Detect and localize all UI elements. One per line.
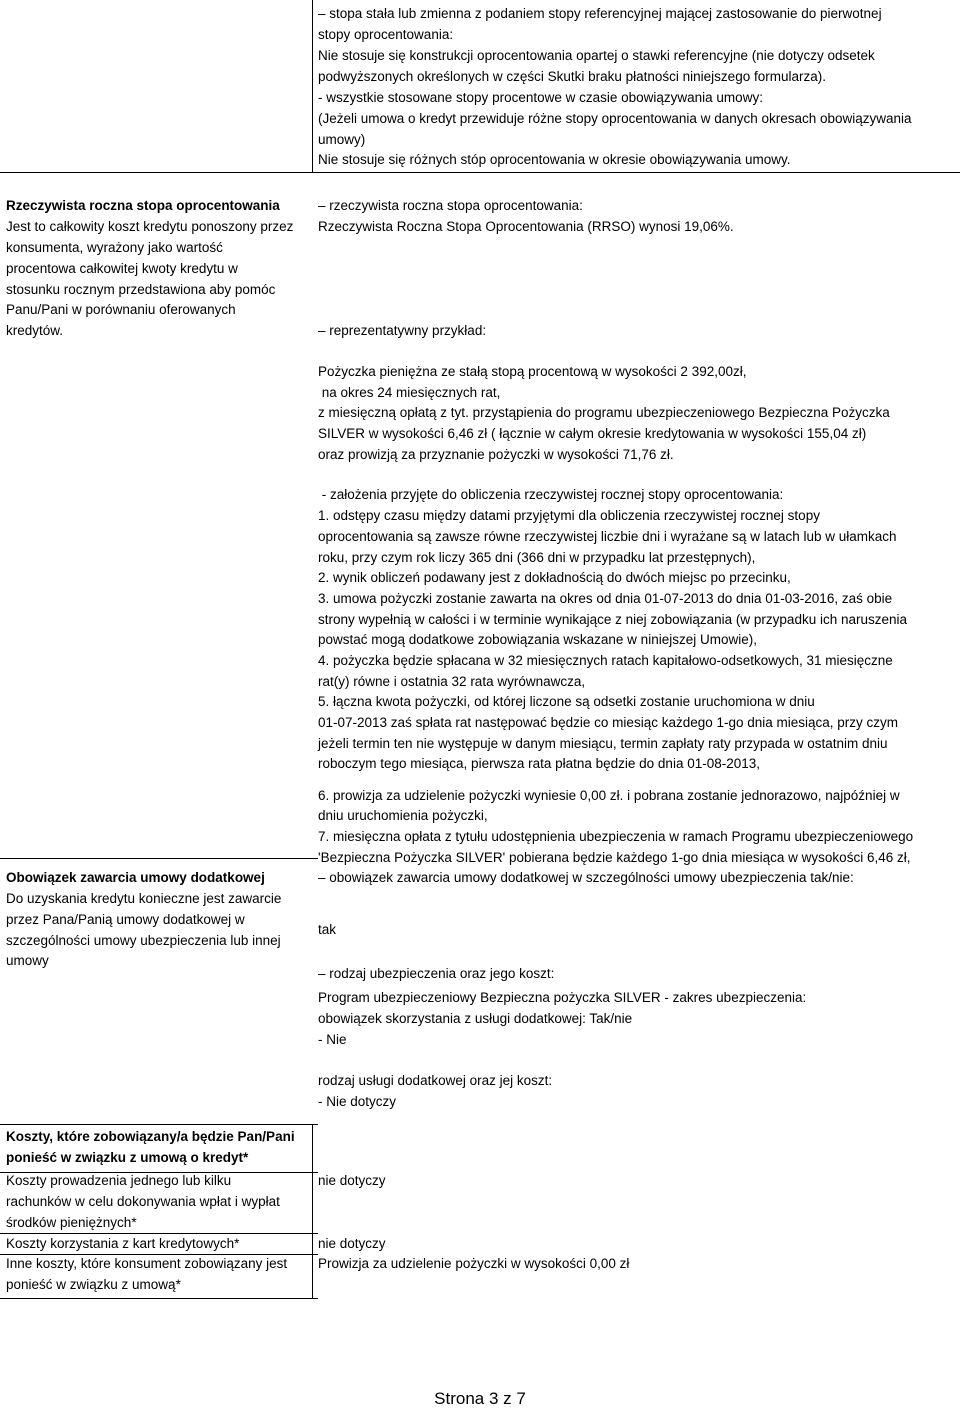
- rrso-value: Rzeczywista Roczna Stopa Oprocentowania (RRSO) wynosi 19,06%.: [318, 219, 734, 234]
- text-line: rodzaj usługi dodatkowej oraz jej koszt:: [318, 1073, 553, 1088]
- text-line: konsumenta, wyrażony jako wartość: [6, 240, 223, 255]
- text-line: z miesięczną opłatą z tyt. przystąpienia do programu ubezpieczeniowego Bezpieczna Pożyczka: [318, 405, 890, 420]
- text-line: Nie stosuje się różnych stóp oprocentowania w okresie obowiązywania umowy.: [318, 152, 791, 167]
- section-rule-rrso: [0, 172, 960, 173]
- text-line: kredytów.: [6, 323, 64, 338]
- text-line: 3. umowa pożyczki zostanie zawarta na okres od dnia 01-07-2013 do dnia 01-03-2016, zaś obie: [318, 591, 893, 606]
- text-line: 6. prowizja za udzielenie pożyczki wyniesie 0,00 zł. i pobrana zostanie jednorazowo, najpóźniej w: [318, 788, 900, 803]
- example-heading: – reprezentatywny przykład:: [318, 323, 487, 338]
- rrso-title: Rzeczywista roczna stopa oprocentowania: [6, 198, 280, 213]
- text-line: Program ubezpieczeniowy Bezpieczna pożyczka SILVER - zakres ubezpieczenia:: [318, 990, 807, 1005]
- text-line: 1. odstępy czasu między datami przyjętymi dla obliczenia rzeczywistej rocznej stopy: [318, 508, 820, 523]
- text-line: na okres 24 miesięcznych rat,: [318, 385, 501, 400]
- text-line: roboczym tego miesiąca, pierwsza rata płatna będzie do dnia 01-08-2013,: [318, 756, 761, 771]
- text-line: 2. wynik obliczeń podawany jest z dokładnością do dwóch miejsc po przecinku,: [318, 570, 791, 585]
- text-line: SILVER w wysokości 6,46 zł ( łącznie w całym okresie kredytowania w wysokości 155,04 zł): [318, 426, 867, 441]
- text-line: - założenia przyjęte do obliczenia rzeczywistej rocznej stopy oprocentowania:: [318, 487, 784, 502]
- text-line: 'Bezpieczna Pożyczka SILVER' pobierana będzie każdego 1-go dnia miesiąca w wysokości 6,46 zł,: [318, 850, 911, 865]
- text-line: strony wypełnią w całości i w terminie wynikające z niej zobowiązania (w przypadku ich naruszenia: [318, 612, 908, 627]
- text-line: - wszystkie stosowane stopy procentowe w czasie obowiązywania umowy:: [318, 90, 763, 105]
- cost-row-label: środków pieniężnych*: [6, 1215, 137, 1230]
- text-line: Jest to całkowity koszt kredytu ponoszony przez: [6, 219, 294, 234]
- text-line: – rzeczywista roczna stopa oprocentowania:: [318, 198, 583, 213]
- text-line: obowiązek skorzystania z usługi dodatkowej: Tak/nie: [318, 1011, 633, 1026]
- text-line: 7. miesięczna opłata z tytułu udostępnienia ubezpieczenia w ramach Programu ubezpieczeniowego: [318, 829, 914, 844]
- insurance-heading: – rodzaj ubezpieczenia oraz jego koszt:: [318, 966, 555, 981]
- text-line: Nie stosuje się konstrukcji oprocentowania opartej o stawki referencyjne (nie dotyczy odsetek: [318, 48, 875, 63]
- additional-contract-title: Obowiązek zawarcia umowy dodatkowej: [6, 870, 265, 885]
- text-line: rat(y) równe i ostatnia 32 rata wyrównawcza,: [318, 674, 586, 689]
- text-line: - Nie: [318, 1032, 347, 1047]
- text-line: procentowa całkowitej kwoty kredytu w: [6, 261, 238, 276]
- costs-column-divider: [312, 1124, 313, 1298]
- cost-row-label: Koszty prowadzenia jednego lub kilku: [6, 1173, 232, 1188]
- cost-row-value: Prowizja za udzielenie pożyczki w wysokości 0,00 zł: [318, 1256, 630, 1271]
- column-divider-top: [312, 0, 313, 172]
- text-line: – stopa stała lub zmienna z podaniem stopy referencyjnej mającej zastosowanie do pierwotnej: [318, 6, 882, 21]
- text-line: przez Pana/Panią umowy dodatkowej w: [6, 912, 245, 927]
- section-rule-costs: [0, 1124, 318, 1125]
- text-line: umowy): [318, 132, 366, 147]
- text-line: 5. łączna kwota pożyczki, od której liczone są odsetki zostanie uruchomiona w dniu: [318, 694, 815, 709]
- text-line: (Jeżeli umowa o kredyt przewiduje różne stopy oprocentowania w danych okresach obowiązywania: [318, 111, 912, 126]
- text-line: stosunku rocznym przedstawiona aby pomóc: [6, 282, 276, 297]
- text-line: stopy oprocentowania:: [318, 27, 454, 42]
- text-line: podwyższonych określonych w części Skutki braku płatności niniejszego formularza).: [318, 69, 826, 84]
- text-line: Panu/Pani w porównaniu oferowanych: [6, 302, 236, 317]
- section-rule-additional: [0, 858, 318, 859]
- text-line: 01-07-2013 zaś spłata rat następować będzie co miesiąc każdego 1-go dnia miesiąca, przy czym: [318, 715, 899, 730]
- text-line: oprocentowania są zawsze równe rzeczywistej liczbie dni i wyrażane są w latach lub w ułamkach: [318, 529, 897, 544]
- row-rule-4: [0, 1298, 318, 1299]
- page-number: Strona 3 z 7: [434, 1389, 526, 1408]
- text-line: – obowiązek zawarcia umowy dodatkowej w szczególności umowy ubezpieczenia tak/nie:: [318, 870, 854, 885]
- cost-row-label: Inne koszty, które konsument zobowiązany jest: [6, 1256, 288, 1271]
- cost-row-value: nie dotyczy: [318, 1236, 386, 1251]
- text-line: jeżeli termin ten nie występuje w danym miesiącu, termin zapłaty raty przypada w ostatnim dniu: [318, 736, 888, 751]
- text-line: Pożyczka pieniężna ze stałą stopą procentową w wysokości 2 392,00zł,: [318, 364, 747, 379]
- costs-title: Koszty, które zobowiązany/a będzie Pan/Pani: [6, 1129, 295, 1144]
- text-line: roku, przy czym rok liczy 365 dni (366 dni w przypadku lat przestępnych),: [318, 550, 756, 565]
- text-line: Do uzyskania kredytu konieczne jest zawarcie: [6, 891, 282, 906]
- costs-title: ponieść w związku z umową o kredyt*: [6, 1150, 249, 1165]
- text-line: dniu uruchomienia pożyczki,: [318, 808, 488, 823]
- text-line: umowy: [6, 953, 49, 968]
- text-line: powstać mogą dodatkowe zobowiązania wskazane w niniejszej Umowie),: [318, 632, 757, 647]
- cost-row-label: rachunków w celu dokonywania wpłat i wypłat: [6, 1194, 280, 1209]
- answer-value: tak: [318, 922, 337, 937]
- text-line: oraz prowizją za przyznanie pożyczki w wysokości 71,76 zł.: [318, 447, 674, 462]
- text-line: - Nie dotyczy: [318, 1094, 397, 1109]
- cost-row-label: ponieść w związku z umową*: [6, 1277, 181, 1292]
- text-line: szczególności umowy ubezpieczenia lub innej: [6, 933, 281, 948]
- cost-row-label: Koszty korzystania z kart kredytowych*: [6, 1236, 240, 1251]
- text-line: 4. pożyczka będzie spłacana w 32 miesięcznych ratach kapitałowo-odsetkowych, 31 miesięczne: [318, 653, 893, 668]
- cost-row-value: nie dotyczy: [318, 1173, 386, 1188]
